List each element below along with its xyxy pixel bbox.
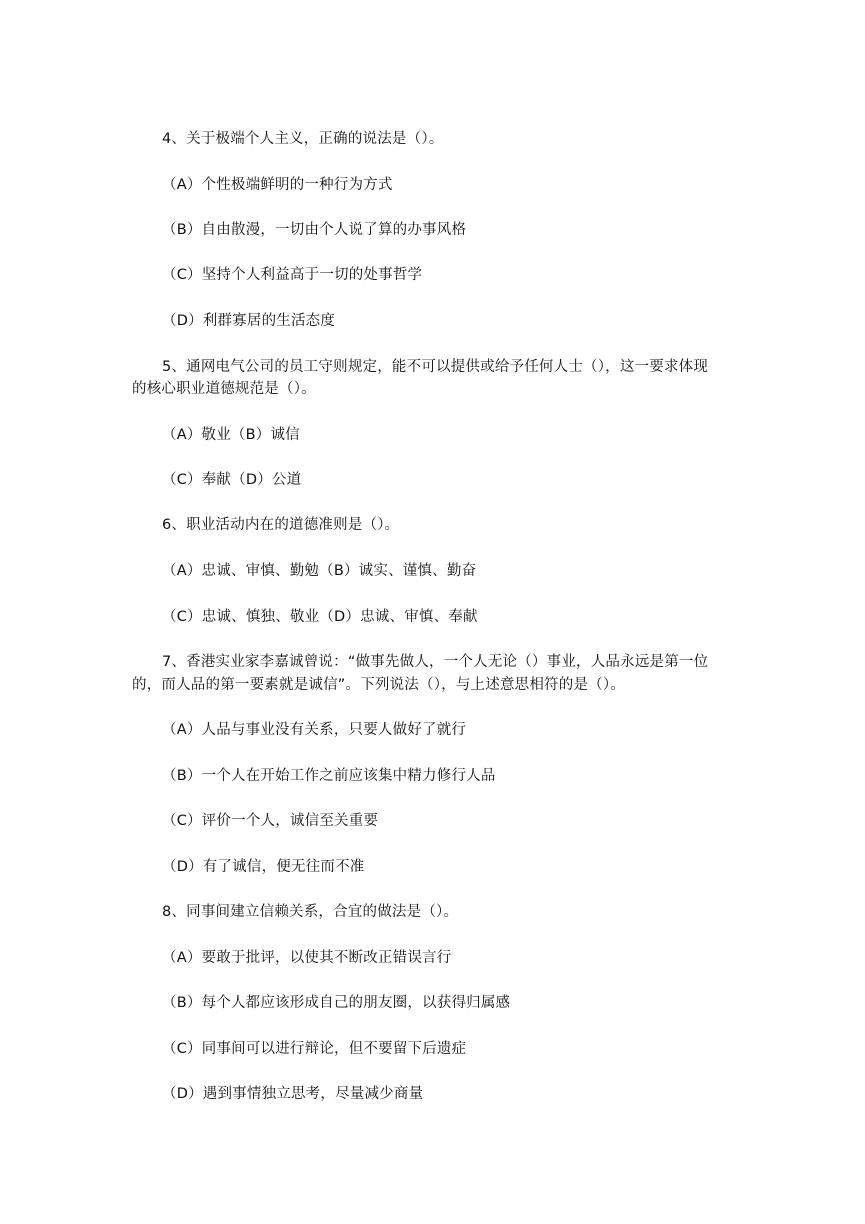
question-5-options-cd: （C）奉献（D）公道: [162, 472, 302, 488]
question-8-option-a: （A）要敢于批评，以使其不断改正错误言行: [162, 950, 452, 966]
question-7-option-b: （B）一个人在开始工作之前应该集中精力修行人品: [162, 768, 496, 784]
question-8-option-d: （D）遇到事情独立思考，尽量减少商量: [162, 1086, 424, 1102]
question-7-stem-line-2: 的，而人品的第一要素就是诚信”。下列说法（），与上述意思相符的是（）。: [132, 677, 626, 693]
question-8-option-b: （B）每个人都应该形成自己的朋友圈，以获得归属感: [162, 995, 511, 1011]
question-7-option-c: （C）评价一个人，诚信至关重要: [162, 813, 379, 829]
question-6-options-ab: （A）忠诚、审慎、勤勉（B）诚实、谨慎、勤奋: [162, 563, 477, 579]
question-4-option-b: （B）自由散漫，一切由个人说了算的办事风格: [162, 222, 467, 238]
question-7-option-d: （D）有了诚信，便无往而不准: [162, 859, 365, 875]
question-5-options-ab: （A）敬业（B）诚信: [162, 427, 300, 443]
question-6-options-cd: （C）忠诚、慎独、敬业（D）忠诚、审慎、奉献: [162, 609, 478, 625]
question-4-stem: 4、关于极端个人主义，正确的说法是（）。: [162, 131, 444, 147]
question-8-option-c: （C）同事间可以进行辩论，但不要留下后遗症: [162, 1041, 467, 1057]
question-5-stem-line-1: 5、通网电气公司的员工守则规定，能不可以提供或给予任何人士（），这一要求体现: [162, 359, 709, 375]
question-7-option-a: （A）人品与事业没有关系，只要人做好了就行: [162, 722, 467, 738]
question-8-stem: 8、同事间建立信赖关系，合宜的做法是（）。: [162, 904, 459, 920]
question-4-option-d: （D）利群寡居的生活态度: [162, 313, 336, 329]
question-5-stem-line-2: 的核心职业道德规范是（）。: [132, 381, 316, 397]
question-7-stem-line-1: 7、香港实业家李嘉诚曾说：“做事先做人，一个人无论（）事业，人品永远是第一位: [162, 654, 709, 670]
question-4-option-c: （C）坚持个人利益高于一切的处事哲学: [162, 267, 423, 283]
question-4-option-a: （A）个性极端鲜明的一种行为方式: [162, 177, 393, 193]
question-6-stem: 6、职业活动内在的道德准则是（）。: [162, 517, 400, 533]
